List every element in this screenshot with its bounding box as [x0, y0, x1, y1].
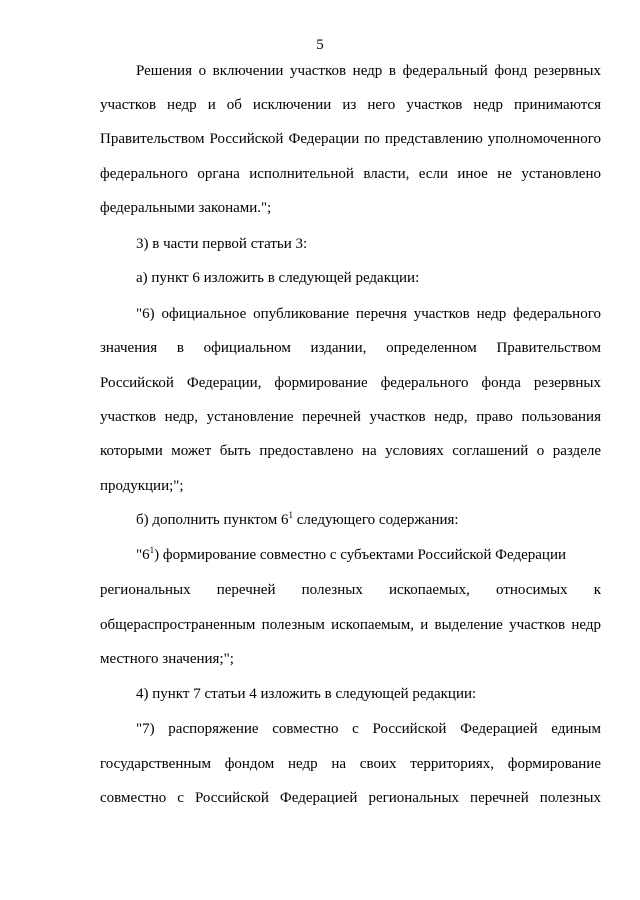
text-line: участков недр и об исключении из него участков недр принимаются	[100, 97, 601, 113]
text-line: продукции;";	[100, 478, 184, 494]
text-line: государственным фондом недр на своих территориях, формирование	[100, 756, 601, 772]
text-line: 4) пункт 7 статьи 4 изложить в следующей редакции:	[136, 686, 477, 702]
text-fragment: ) формирование совместно с субъектами Российской Федерации	[154, 547, 566, 563]
text-fragment: "6	[136, 547, 150, 563]
text-line	[136, 511, 601, 529]
text-line: "7) распоряжение совместно с Российской Федерацией единым	[136, 721, 601, 737]
text-line: общераспространенным полезным ископаемым, и выделение участков недр	[100, 617, 601, 633]
text-fragment-group	[136, 546, 566, 564]
text-fragment: следующего содержания:	[292, 512, 459, 528]
text-line: региональных перечней полезных ископаемых, относимых к	[100, 582, 601, 598]
text-line: "6) официальное опубликование перечня участков недр федерального	[136, 306, 601, 322]
text-line: Правительством Российской Федерации по представлению уполномоченного	[100, 131, 601, 147]
text-line: местного значения;";	[100, 651, 234, 667]
superscript: 1	[288, 510, 293, 520]
text-line: которыми может быть предоставлено на условиях соглашений о разделе	[100, 443, 601, 459]
text-line: значения в официальном издании, определенном Правительством	[100, 340, 601, 356]
text-line: а) пункт 6 изложить в следующей редакции:	[136, 270, 420, 286]
text-line: Решения о включении участков недр в федеральный фонд резервных	[136, 63, 601, 79]
superscript: 1	[149, 545, 155, 555]
text-line	[136, 546, 601, 564]
page-number: 5	[316, 37, 324, 53]
text-line: 3) в части первой статьи 3:	[136, 236, 308, 252]
text-line: федерального органа исполнительной власти, если иное не установлено	[100, 166, 601, 182]
text-line: участков недр, установление перечней участков недр, право пользования	[100, 409, 601, 425]
text-line: Российской Федерации, формирование федерального фонда резервных	[100, 375, 601, 391]
text-line: федеральными законами.";	[100, 200, 272, 216]
text-line: совместно с Российской Федерацией региональных перечней полезных	[100, 790, 601, 806]
text-fragment: б) дополнить пунктом 6	[136, 512, 289, 528]
